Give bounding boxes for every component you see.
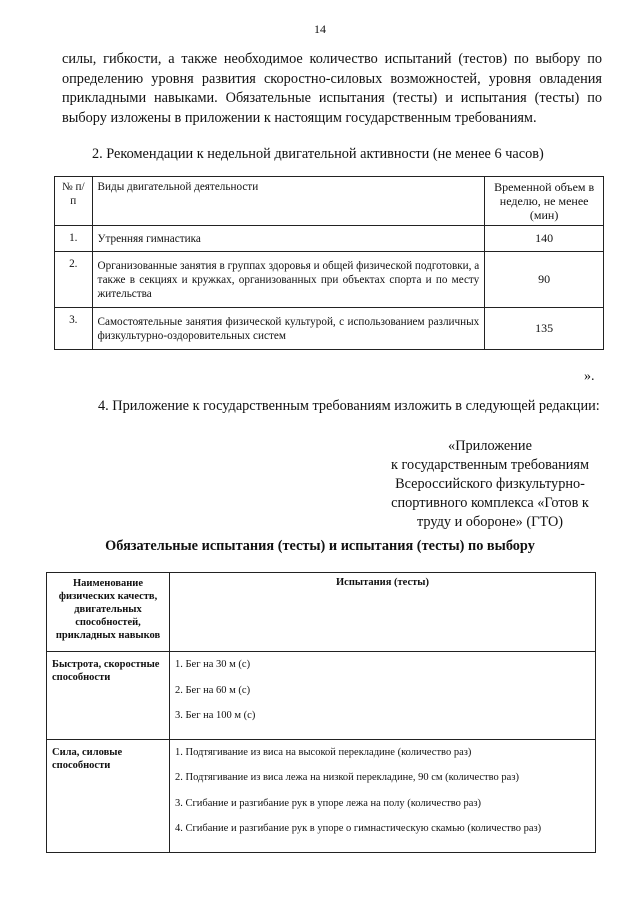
annex-line: «Приложение [448,438,532,454]
weekly-volume: 90 [485,252,604,308]
table-row [55,226,604,252]
header-weekly-volume: Временной объем в неделю, не менее (мин) [485,177,604,226]
tests-list [170,652,596,740]
test-item: 1. Подтягивание из виса на высокой перекладине (количество раз) [175,746,472,758]
table-header-row [47,573,596,652]
annex-line: Всероссийского физкультурно- [395,476,585,492]
table-row [47,739,596,852]
quality-name: Быстрота, скоростные способности [47,652,170,740]
annex-line: спортивного комплекса «Готов к [391,495,589,511]
paragraph-4: 4. Приложение к государственным требованиям изложить в следующей редакции: [98,398,600,414]
test-item: 3. Сгибание и разгибание рук в упоре лежа на полу (количество раз) [175,797,482,809]
test-item: 3. Бег на 100 м (с) [175,710,256,721]
table-row [55,308,604,350]
test-item: 1. Бег на 30 м (с) [175,659,251,670]
test-item: 2. Подтягивание из виса лежа на низкой перекладине, 90 см (количество раз) [175,772,519,783]
header-quality: Наименование физических качеств, двигательных способностей, прикладных навыков [47,573,170,652]
page-number: 14 [314,22,326,36]
table-row [47,652,596,740]
activity-kind: Организованные занятия в группах здоровья и общей физической подготовки, а также в секциях и кружках, организованных при объектах спорта и по месту жительства [92,252,485,308]
activity-kind: Самостоятельные занятия физической культурой, с использованием различных физкультурно-оздоровительных систем [92,308,485,350]
header-activity-kind: Виды двигательной деятельности [92,177,485,226]
test-item: 4. Сгибание и разгибание рук в упоре о гимнастическую скамью (количество раз) [175,823,542,834]
header-number: № п/п [55,177,93,226]
weekly-volume: 135 [485,308,604,350]
weekly-volume: 140 [485,226,604,252]
annex-header [360,437,620,532]
weekly-activity-table [54,176,604,350]
tests-table [46,572,596,853]
row-number: 3. [55,308,93,350]
paragraph-continuation: силы, гибкости, а также необходимое количество испытаний (тестов) по выбору по определению уровня развития скоростно-силовых возможностей, уровня овладения прикладными навыками. Обязательные испытания (тесты) и испытания (тесты) по выбору изложены в приложении к настоящим государственным требованиям. [62,51,602,126]
header-tests: Испытания (тесты) [170,573,596,652]
quality-name: Сила, силовые способности [47,739,170,852]
row-number: 2. [55,252,93,308]
section-2-heading: 2. Рекомендации к недельной двигательной активности (не менее 6 часов) [92,146,544,162]
tests-heading: Обязательные испытания (тесты) и испытания (тесты) по выбору [105,538,535,554]
table-row [55,252,604,308]
row-number: 1. [55,226,93,252]
test-item: 2. Бег на 60 м (с) [175,684,251,696]
closing-quote: ». [584,369,595,384]
annex-line: к государственным требованиям [390,457,589,473]
tests-list [170,739,596,852]
activity-kind: Утренняя гимнастика [92,226,485,252]
annex-line: труду и обороне» (ГТО) [416,514,564,530]
table-header-row [55,177,604,226]
